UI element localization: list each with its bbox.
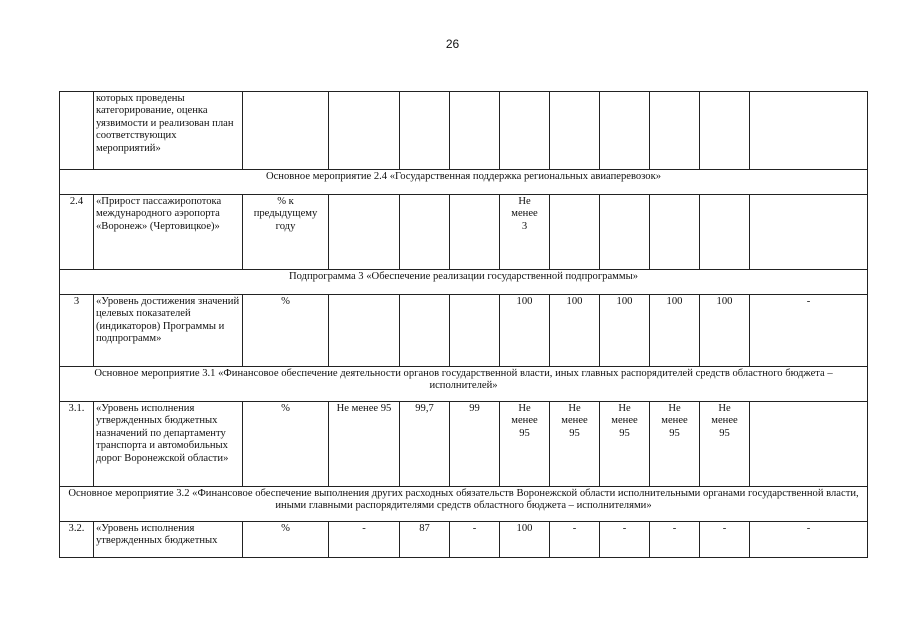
value-cell: -: [550, 522, 600, 558]
value-cell: 100: [600, 295, 650, 367]
value-cell: 87: [400, 522, 450, 558]
value-cell: [700, 92, 750, 170]
value-cell: [450, 295, 500, 367]
unit-cell: %: [243, 402, 329, 487]
value-cell: [550, 195, 600, 270]
value-cell: [400, 92, 450, 170]
unit-cell: % к предыдущему году: [243, 195, 329, 270]
value-cell: [329, 195, 400, 270]
indicator-name: «Уровень достижения значений целевых показателей (индикаторов) Программы и подпрограмм»: [94, 295, 243, 367]
value-cell: [450, 195, 500, 270]
value-cell: [650, 92, 700, 170]
last-cell: -: [750, 295, 868, 367]
value-cell: Не менее 95: [500, 402, 550, 487]
value-cell: Не менее 95: [550, 402, 600, 487]
value-cell: 100: [700, 295, 750, 367]
value-cell: Не менее 3: [500, 195, 550, 270]
value-cell: Не менее 95: [329, 402, 400, 487]
value-cell: [550, 92, 600, 170]
value-cell: -: [329, 522, 400, 558]
row-number: 3.2.: [60, 522, 94, 558]
row-number: 2.4: [60, 195, 94, 270]
value-cell: -: [600, 522, 650, 558]
value-cell: 100: [500, 522, 550, 558]
table-row: [60, 295, 868, 367]
value-cell: Не менее 95: [650, 402, 700, 487]
indicators-table: [59, 91, 868, 558]
last-cell: [750, 402, 868, 487]
indicator-name: которых проведены категорирование, оценка уязвимости и реализован план соответствующих мероприятий»: [94, 92, 243, 170]
value-cell: Не менее 95: [700, 402, 750, 487]
table-row: [60, 402, 868, 487]
value-cell: [600, 92, 650, 170]
table-row: [60, 92, 868, 170]
last-cell: -: [750, 522, 868, 558]
table-row: [60, 522, 868, 558]
value-cell: -: [700, 522, 750, 558]
section-title: Основное мероприятие 2.4 «Государственная поддержка региональных авиаперевозок»: [60, 170, 868, 195]
unit-cell: [243, 92, 329, 170]
unit-cell: %: [243, 295, 329, 367]
value-cell: 100: [500, 295, 550, 367]
page-number: 26: [445, 37, 460, 51]
value-cell: -: [450, 522, 500, 558]
value-cell: [400, 195, 450, 270]
value-cell: [329, 295, 400, 367]
table-row: [60, 195, 868, 270]
value-cell: -: [650, 522, 700, 558]
indicator-name: «Прирост пассажиропотока международного аэропорта «Воронеж» (Чертовицкое)»: [94, 195, 243, 270]
value-cell: 99: [450, 402, 500, 487]
unit-cell: %: [243, 522, 329, 558]
value-cell: [500, 92, 550, 170]
value-cell: 100: [650, 295, 700, 367]
value-cell: [450, 92, 500, 170]
value-cell: [600, 195, 650, 270]
row-number: [60, 92, 94, 170]
section-title: Подпрограмма 3 «Обеспечение реализации государственной подпрограммы»: [60, 270, 868, 295]
section-row: [60, 270, 868, 295]
section-row: [60, 487, 868, 522]
section-title: Основное мероприятие 3.2 «Финансовое обеспечение выполнения других расходных обязательств Воронежской области исполнительными органами государственной власти, иными главными распорядителями средств областного бюджета – исполнителями»: [60, 487, 868, 522]
indicator-name: «Уровень исполнения утвержденных бюджетных назначений по департаменту транспорта и автомобильных дорог Воронежской области»: [94, 402, 243, 487]
value-cell: [400, 295, 450, 367]
row-number: 3: [60, 295, 94, 367]
value-cell: Не менее 95: [600, 402, 650, 487]
value-cell: 99,7: [400, 402, 450, 487]
section-row: [60, 367, 868, 402]
value-cell: [700, 195, 750, 270]
value-cell: [650, 195, 700, 270]
last-cell: [750, 92, 868, 170]
indicator-name: «Уровень исполнения утвержденных бюджетных: [94, 522, 243, 558]
last-cell: [750, 195, 868, 270]
value-cell: 100: [550, 295, 600, 367]
section-row: [60, 170, 868, 195]
section-title: Основное мероприятие 3.1 «Финансовое обеспечение деятельности органов государственной власти, иных главных распорядителей средств областного бюджета – исполнителей»: [60, 367, 868, 402]
value-cell: [329, 92, 400, 170]
row-number: 3.1.: [60, 402, 94, 487]
